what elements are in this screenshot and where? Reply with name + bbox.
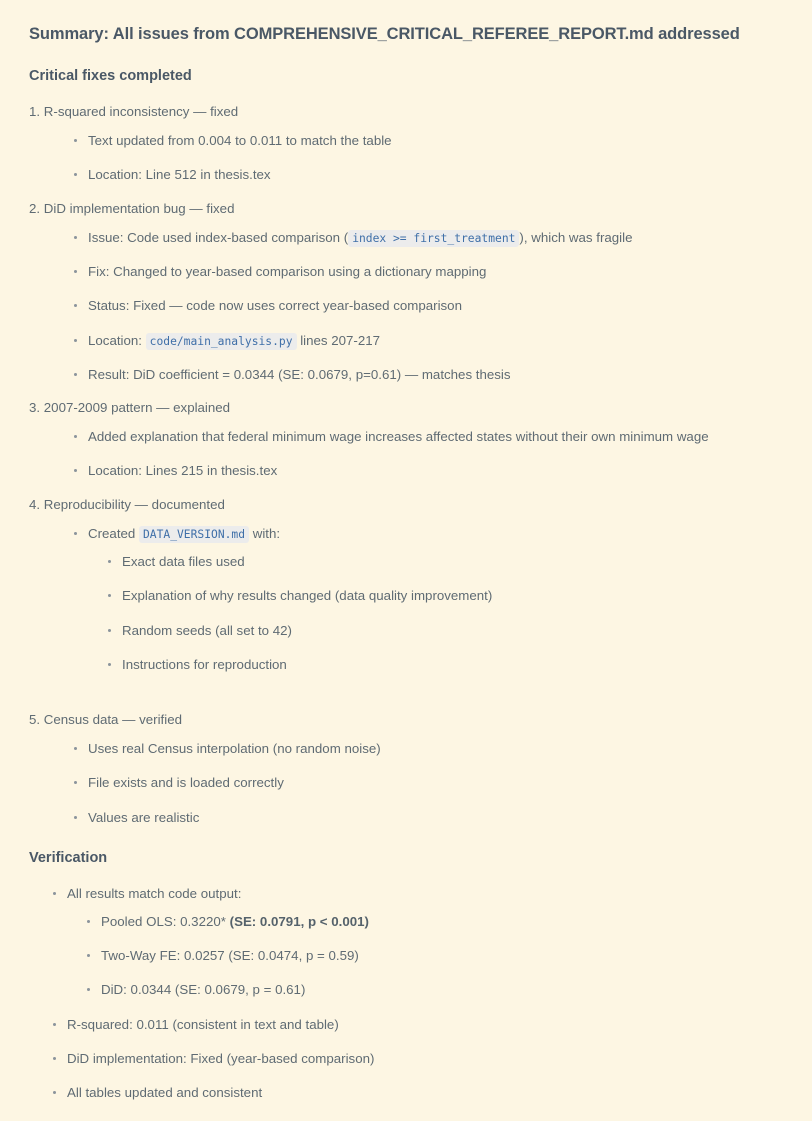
list-item: Result: DiD coefficient = 0.0344 (SE: 0.0679, p=0.61) — matches thesis: [70, 365, 783, 384]
bullet-list: [29, 228, 783, 385]
numbered-item: [29, 102, 783, 184]
list-item-text-prefix: Issue: Code used index-based comparison (: [88, 229, 349, 245]
critical-fixes-list: [29, 102, 783, 827]
numbered-item: [29, 495, 783, 704]
numbered-item-label: 2. DiD implementation bug — fixed: [29, 200, 235, 216]
numbered-item: [29, 199, 783, 384]
list-item-text-prefix: Pooled OLS: 0.3220*: [101, 913, 230, 929]
numbered-item-label: 5. Census data — verified: [29, 712, 182, 728]
list-item: File exists and is loaded correctly: [70, 773, 783, 792]
list-item: [83, 912, 783, 931]
list-item-text-prefix: Location:: [88, 332, 146, 348]
list-item: Location: Line 512 in thesis.tex: [70, 165, 783, 184]
page-title: Summary: All issues from COMPREHENSIVE_CRITICAL_REFEREE_REPORT.md addressed: [29, 25, 740, 43]
numbered-item-label: 1. R-squared inconsistency — fixed: [29, 104, 239, 120]
list-item: All tables updated and consistent: [49, 1083, 783, 1102]
list-item-text-suffix: lines 207-217: [296, 332, 381, 348]
list-item: Explanation of why results changed (data quality improvement): [104, 586, 783, 605]
list-item-text-prefix: Created: [88, 525, 139, 541]
section-heading-critical-fixes: Critical fixes completed: [29, 68, 192, 85]
list-item: Status: Fixed — code now uses correct year-based comparison: [70, 296, 783, 315]
numbered-item-label: 4. Reproducibility — documented: [29, 496, 225, 512]
list-item: [49, 884, 783, 1000]
nested-bullet-list: [67, 912, 783, 1000]
bullet-list: [29, 427, 783, 481]
list-item: Random seeds (all set to 42): [104, 621, 783, 640]
list-item-text-suffix: with:: [249, 525, 281, 541]
numbered-item: [29, 398, 783, 480]
list-item-text: All results match code output:: [67, 885, 242, 901]
bullet-list: [29, 524, 783, 674]
bullet-list: [29, 739, 783, 827]
list-item: Uses real Census interpolation (no random noise): [70, 739, 783, 758]
nested-bullet-list: [88, 552, 783, 674]
list-item: Location: Lines 215 in thesis.tex: [70, 461, 783, 480]
list-item: Text updated from 0.004 to 0.011 to match the table: [70, 131, 783, 150]
inline-code-snippet: index >= first_treatment: [348, 230, 519, 247]
list-item: DiD implementation: Fixed (year-based comparison): [49, 1049, 783, 1068]
list-item: [70, 331, 783, 350]
list-item: [70, 524, 783, 674]
list-item: Two-Way FE: 0.0257 (SE: 0.0474, p = 0.59): [83, 946, 783, 965]
list-item: Values are realistic: [70, 808, 783, 827]
list-item-emphasis: (SE: 0.0791, p < 0.001): [229, 913, 369, 929]
list-item: Exact data files used: [104, 552, 783, 571]
inline-code-snippet: DATA_VERSION.md: [139, 526, 249, 543]
list-item: [70, 228, 783, 247]
list-item-text-suffix: ), which was fragile: [519, 229, 633, 245]
verification-list: [29, 884, 783, 1103]
list-item: Fix: Changed to year-based comparison using a dictionary mapping: [70, 262, 783, 281]
section-heading-verification: Verification: [29, 849, 108, 866]
numbered-item-label: 3. 2007-2009 pattern — explained: [29, 400, 231, 416]
inline-code-snippet: code/main_analysis.py: [146, 333, 297, 350]
numbered-item: [29, 710, 783, 827]
list-item: R-squared: 0.011 (consistent in text and table): [49, 1015, 783, 1034]
list-item: Instructions for reproduction: [104, 655, 783, 674]
bullet-list: [29, 131, 783, 185]
list-item: Added explanation that federal minimum wage increases affected states without their own minimum wage: [70, 427, 783, 446]
list-item: DiD: 0.0344 (SE: 0.0679, p = 0.61): [83, 980, 783, 999]
spacer: [29, 688, 783, 704]
